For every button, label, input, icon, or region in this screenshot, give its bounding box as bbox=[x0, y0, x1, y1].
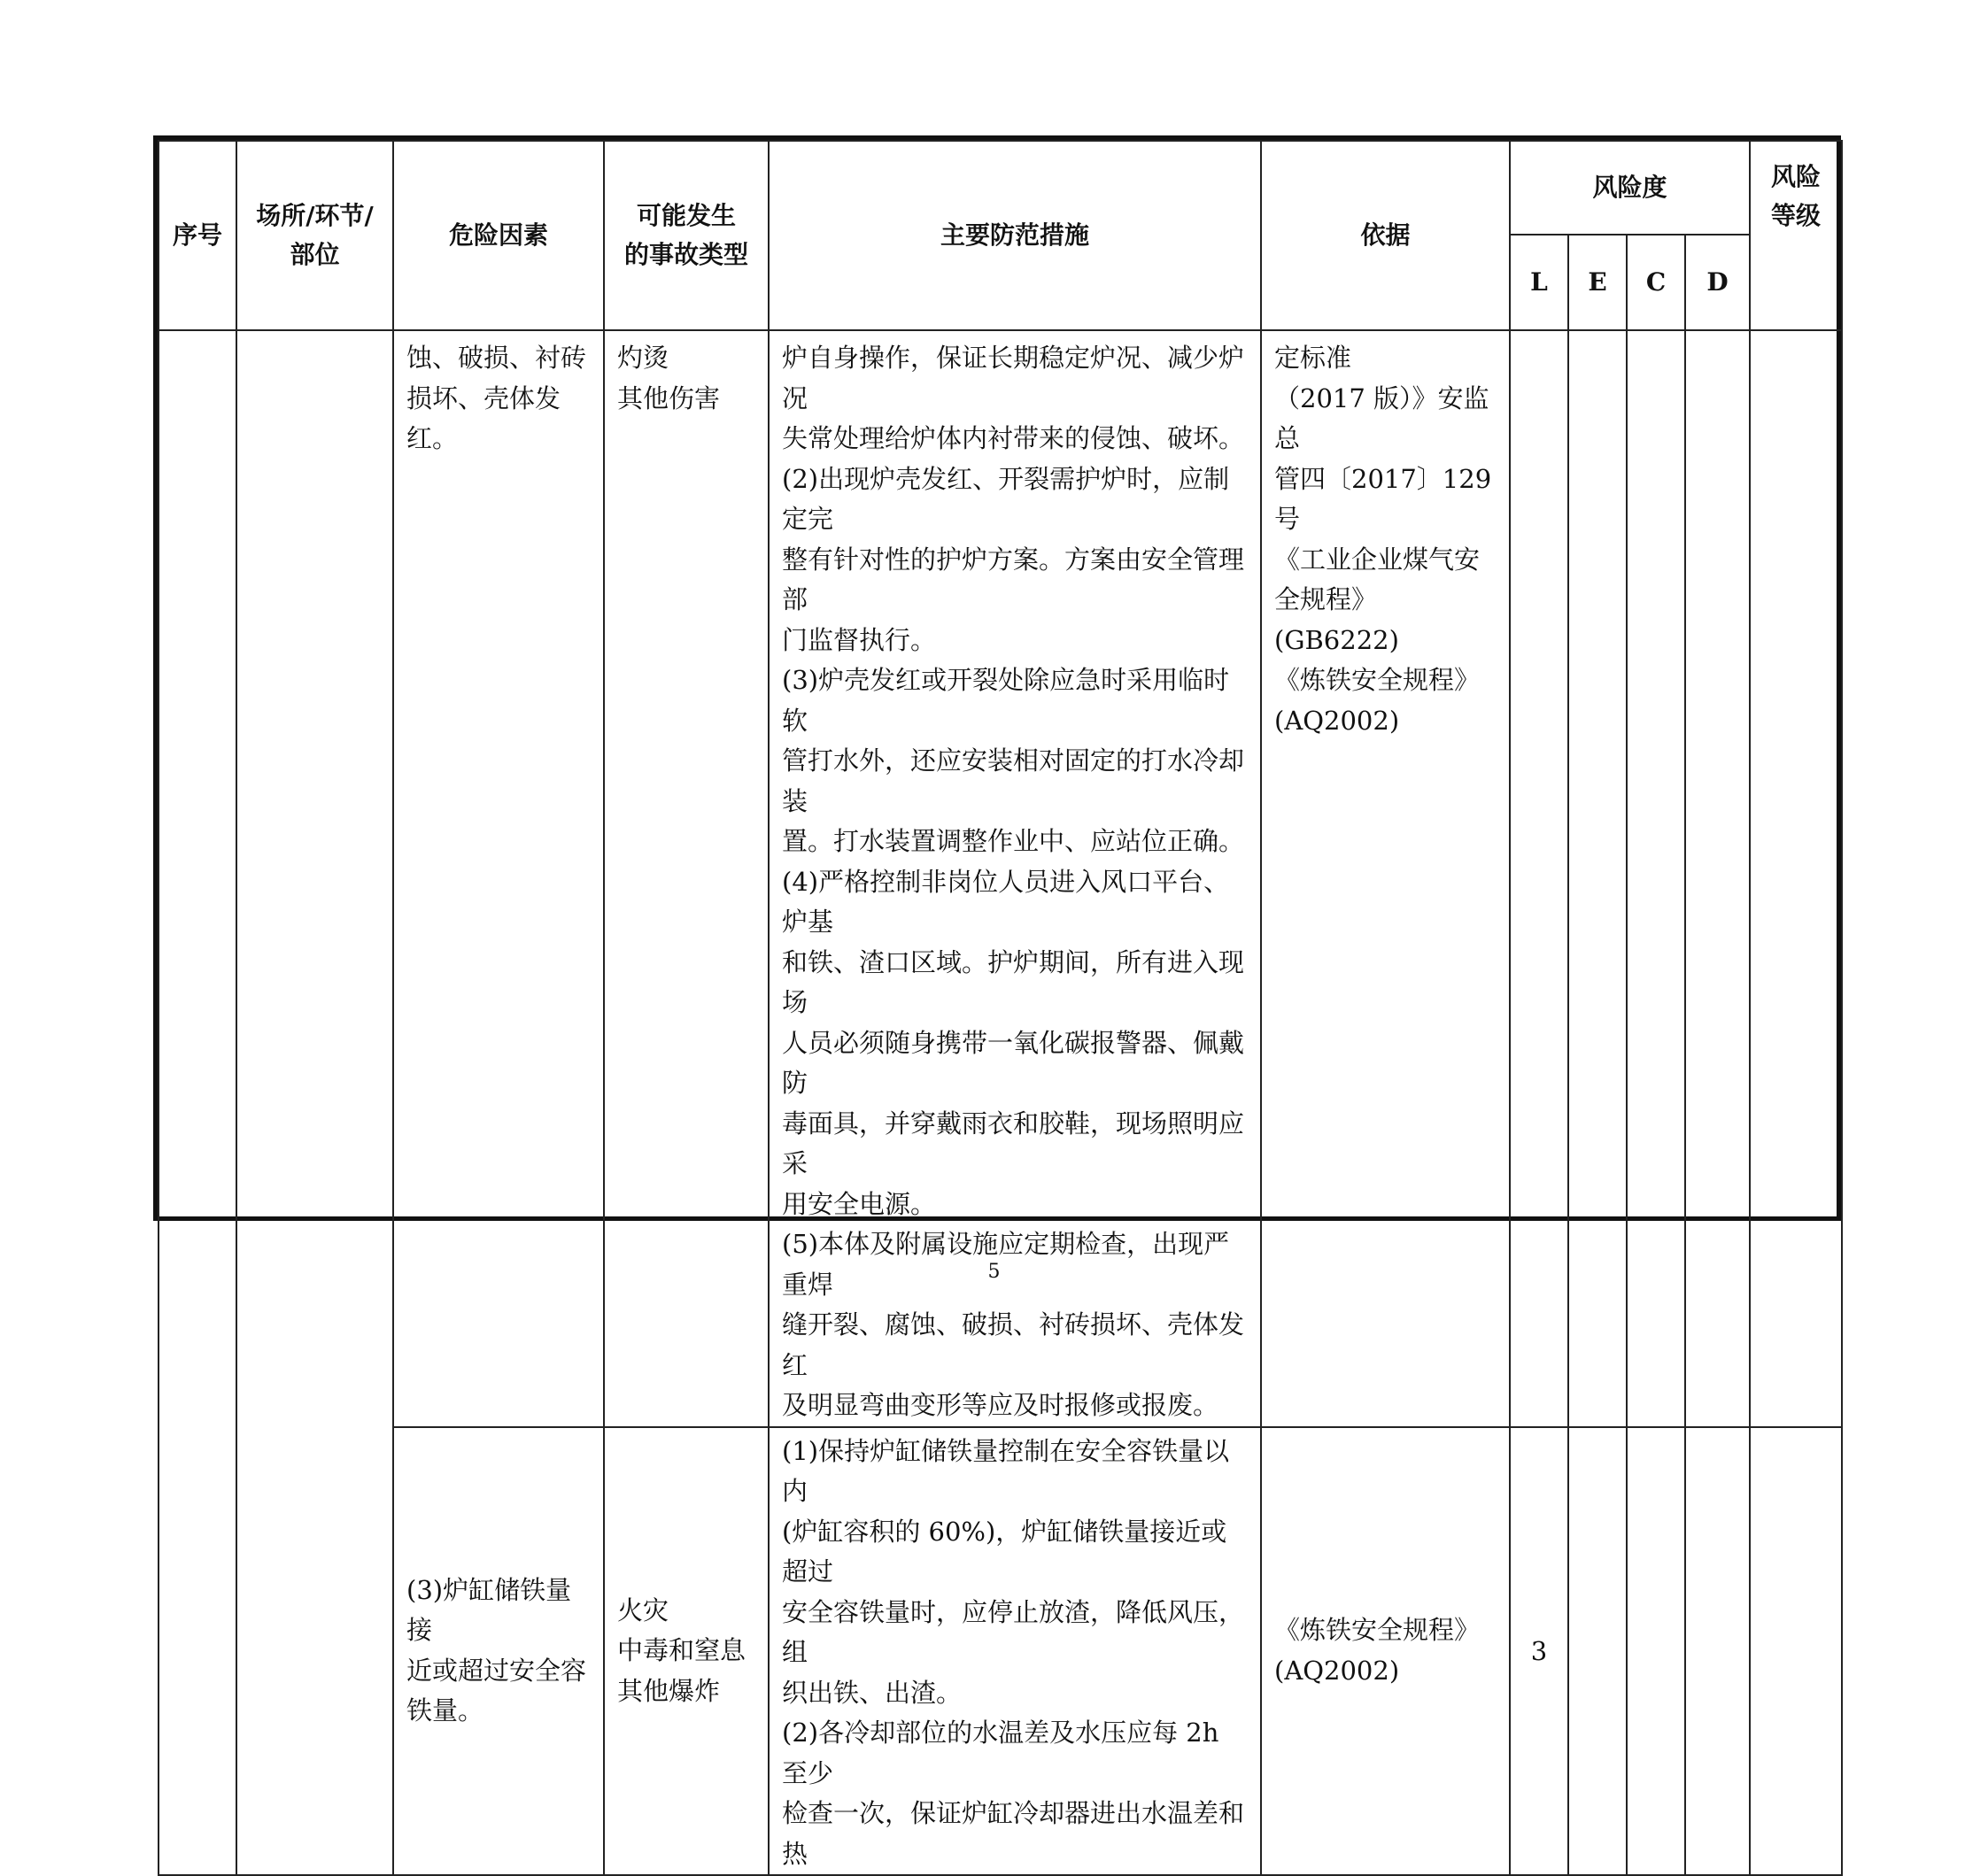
cell-seq bbox=[159, 330, 236, 1875]
table-row bbox=[159, 1427, 1842, 1876]
header-seq: 序号 bbox=[159, 141, 236, 330]
risk-assessment-table bbox=[158, 140, 1843, 1876]
cell-basis bbox=[1261, 1427, 1510, 1876]
basis-text: 《炼铁安全规程》 (AQ2002) bbox=[1274, 1615, 1481, 1686]
risk-table-frame bbox=[153, 135, 1841, 1869]
cell-C bbox=[1627, 1427, 1685, 1876]
cell-location bbox=[236, 330, 393, 1875]
cell-E bbox=[1568, 1427, 1627, 1876]
cell-L: 3 bbox=[1510, 1427, 1568, 1876]
header-risk-level: 风险 等级 bbox=[1750, 141, 1842, 330]
header-D: D bbox=[1685, 235, 1750, 330]
basis-text: 定标准 （2017 版）》安监总 管四〔2017〕129 号 《工业企业煤气安 全规程》(GB6222) 《炼铁安全规程》 (AQ2002) bbox=[1274, 343, 1492, 736]
cell-risk-level bbox=[1750, 1427, 1842, 1876]
header-risk-degree: 风险度 bbox=[1510, 141, 1750, 235]
header-basis: 依据 bbox=[1261, 141, 1510, 330]
header-hazard: 危险因素 bbox=[393, 141, 604, 330]
accident-type-text: 火灾 中毒和窒息 其他爆炸 bbox=[617, 1594, 746, 1706]
cell-measures bbox=[769, 1427, 1261, 1876]
cell-hazard bbox=[393, 1427, 604, 1876]
measures-text: (1)保持炉缸储铁量控制在安全容铁量以内 (炉缸容积的 60%)，炉缸储铁量接近或超过 安全容铁量时，应停止放渣，降低风压，组 织出铁、出渣。 (2)各冷却部位的水温差及水压应每 2h 至少 检查一次，保证炉缸冷却器进出水温差和热 bbox=[782, 1435, 1245, 1869]
cell-accident-type bbox=[604, 1427, 769, 1876]
hazard-text: 蚀、破损、衬砖 损坏、壳体发红。 bbox=[406, 343, 587, 453]
header-measures: 主要防范措施 bbox=[769, 141, 1261, 330]
header-L: L bbox=[1510, 235, 1568, 330]
hazard-text: (3)炉缸储铁量接 近或超过安全容 铁量。 bbox=[406, 1574, 587, 1726]
header-row-1 bbox=[159, 141, 1842, 235]
header-accident-type: 可能发生 的事故类型 bbox=[604, 141, 769, 330]
cell-D bbox=[1685, 1427, 1750, 1876]
accident-type-text: 灼烫 其他伤害 bbox=[617, 343, 721, 413]
header-location: 场所/环节/ 部位 bbox=[236, 141, 393, 330]
measures-text: 炉自身操作，保证长期稳定炉况、减少炉况 失常处理给炉体内衬带来的侵蚀、破坏。 (2)出现炉壳发红、开裂需护炉时，应制定完 整有针对性的护炉方案。方案由安全管理部 门监督执行。 (3)炉壳发红或开裂处除应急时采用临时软 管打水外，还应安装相对固定的打水冷却装 置。打水装置调整作业中、应站位正确。 (4)严格控制非岗位人员进入风口平台、炉基 和铁、渣口区域。护炉期间，所有进入现场 人员必须随身携带一氧化碳报警器、佩戴防 毒面具，并穿戴雨衣和胶鞋，现场照明应采 用安全电源。 (5)本体及附属设施应定期检查，出现严重焊 缝开裂、腐蚀、破损、衬砖损坏、壳体发红 及明显弯曲变形等应及时报修或报废。 bbox=[782, 343, 1245, 1420]
page-number: 5 bbox=[987, 1261, 1001, 1283]
header-E: E bbox=[1568, 235, 1627, 330]
header-C: C bbox=[1627, 235, 1685, 330]
